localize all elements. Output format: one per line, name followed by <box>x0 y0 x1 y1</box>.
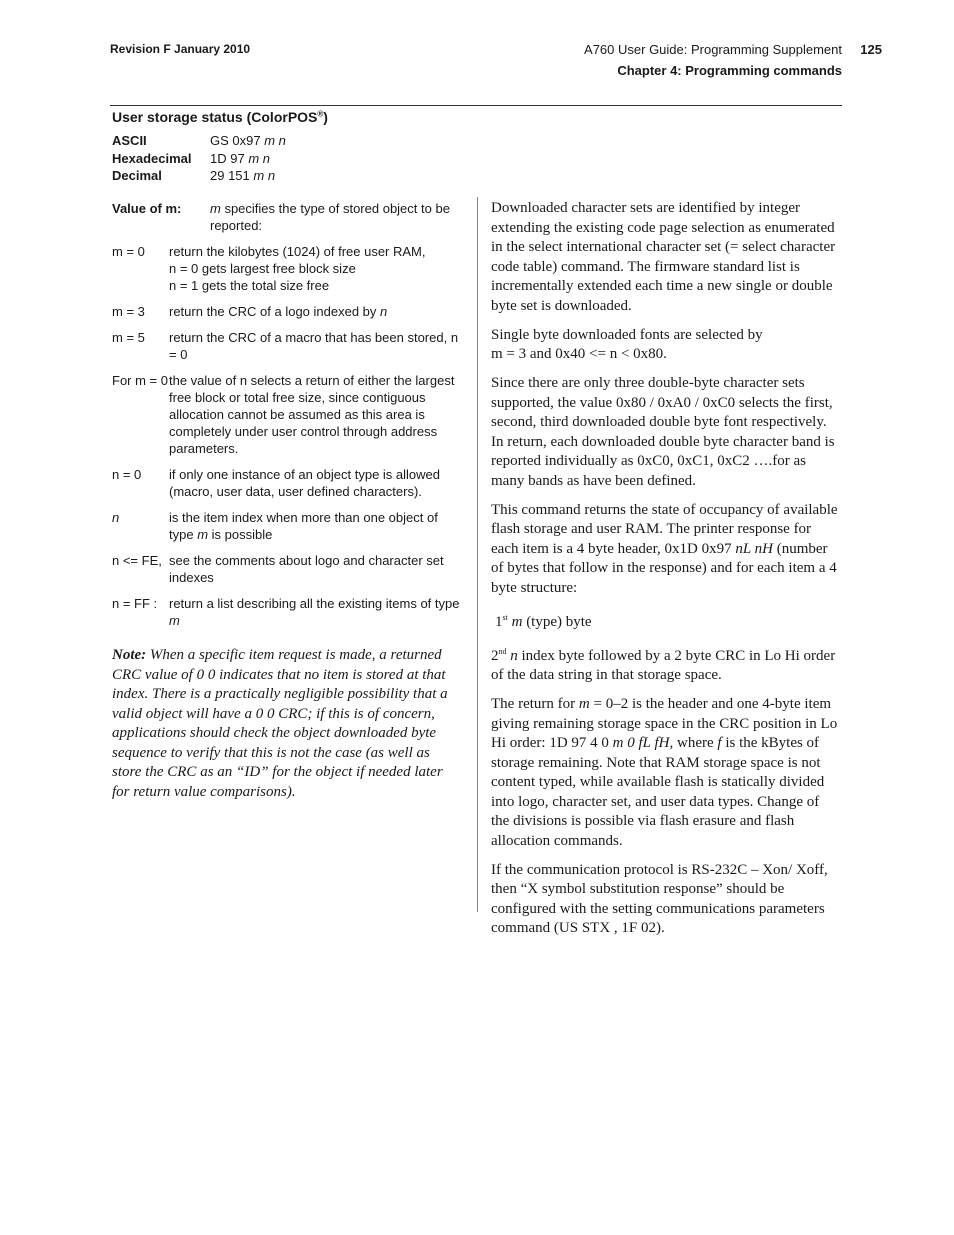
command-codes <box>112 132 286 185</box>
code-row-ascii: ASCII GS 0x97 m n <box>112 133 286 148</box>
paragraph-double-byte: Since there are only three double-byte character sets supported, the value 0x80 / 0xA0 / 0xC0 selects the first, second, third downloaded double byte font respectively. In return, each downloaded double byte character band is reported individually as 0xC0, 0xC1, 0xC2 ….for as many bands as have been defined. <box>491 375 835 489</box>
chapter-title: Chapter 4: Programming commands <box>617 63 842 78</box>
code-row-hex: Hexadecimal 1D 97 m n <box>112 150 270 166</box>
header-rule <box>110 105 842 106</box>
def-n-ff: n = FF : return a list describing all the existing items of type m <box>112 596 460 628</box>
revision-label: Revision F January 2010 <box>110 42 251 56</box>
def-n0: n = 0 if only one instance of an object type is allowed (macro, user data, user defined characters). <box>112 467 441 499</box>
paragraph-return: The return for m = 0–2 is the header and one 4-byte item giving remaining storage space in the CRC position in Lo Hi order: 1D 97 4 0 m 0 fL fH, where f is the kBytes of storage remaining. Note that RAM storage space is not content typed, while available flash is statically divided into logo, character set, and user data types. Change of the divisions is possible via flash erasure and flash allocation commands. <box>491 696 838 849</box>
guide-title: A760 User Guide: Programming Supplement <box>584 42 842 57</box>
right-column <box>491 199 841 948</box>
def-m3: m = 3 return the CRC of a logo indexed by n <box>112 304 388 319</box>
note-label: Note: <box>112 647 147 663</box>
registered-mark: ® <box>317 109 324 119</box>
paragraph-single-byte: Single byte downloaded fonts are selected by m = 3 and 0x40 <= n < 0x80. <box>491 326 763 362</box>
paragraph-charsets: Downloaded character sets are identified by integer extending the existing code page selection as enumerated in the select international character set (= select character code table) command. The firmware standard list is incrementally extended each time a new single or double byte set is downloaded. <box>491 200 836 314</box>
note-paragraph: Note: When a specific item request is made, a returned CRC value of 0 0 indicates that no item is stored at that index. There is a practically negligible possibility that a valid object will have a 0 0 CRC; if this is of concern, applications should check the object downloaded byte sequence to verify that this is not the case (as well as store the CRC as an “ID” for the object if needed later for return value comparisons). <box>112 647 448 800</box>
def-m5: m = 5 return the CRC of a macro that has been stored, n = 0 <box>112 330 459 362</box>
code-row-decimal: Decimal 29 151 m n <box>112 168 276 183</box>
paragraph-protocol: If the communication protocol is RS-232C – Xon/ Xoff, then “X symbol substitution response” should be configured with the setting communications parameters command (US STX , 1F 02). <box>491 861 828 936</box>
paragraph-type-byte: 1st m (type) byte <box>495 612 592 630</box>
section-title: User storage status (ColorPOS®) <box>112 109 328 125</box>
page-number: 125 <box>860 42 882 57</box>
def-value-of-m: Value of m: m specifies the type of stored object to be reported: <box>112 201 450 233</box>
paragraph-index-byte: 2nd n index byte followed by a 2 byte CRC in Lo Hi order of the data string in that storage space. <box>491 646 836 683</box>
def-for-m0: For m = 0 the value of n selects a return of either the largest free block or total free size, since contiguous allocation cannot be assumed as this area is completely under user control through address parameters. <box>112 373 455 456</box>
paragraph-occupancy: This command returns the state of occupancy of available flash storage and user RAM. The printer response for each item is a 4 byte header, 0x1D 0x97 nL nH (number of bytes that follow in the response) and for each item a 4 byte structure: <box>491 501 838 596</box>
def-m0: m = 0 return the kilobytes (1024) of free user RAM, n = 0 gets largest free block size n = 1 gets the total size free <box>112 244 426 293</box>
parameter-definitions <box>112 200 462 638</box>
column-divider <box>477 197 478 912</box>
running-header <box>584 39 882 81</box>
def-n-fe: n <= FE, see the comments about logo and character set indexes <box>112 553 444 585</box>
def-n: n is the item index when more than one object of type m is possible <box>112 510 438 542</box>
